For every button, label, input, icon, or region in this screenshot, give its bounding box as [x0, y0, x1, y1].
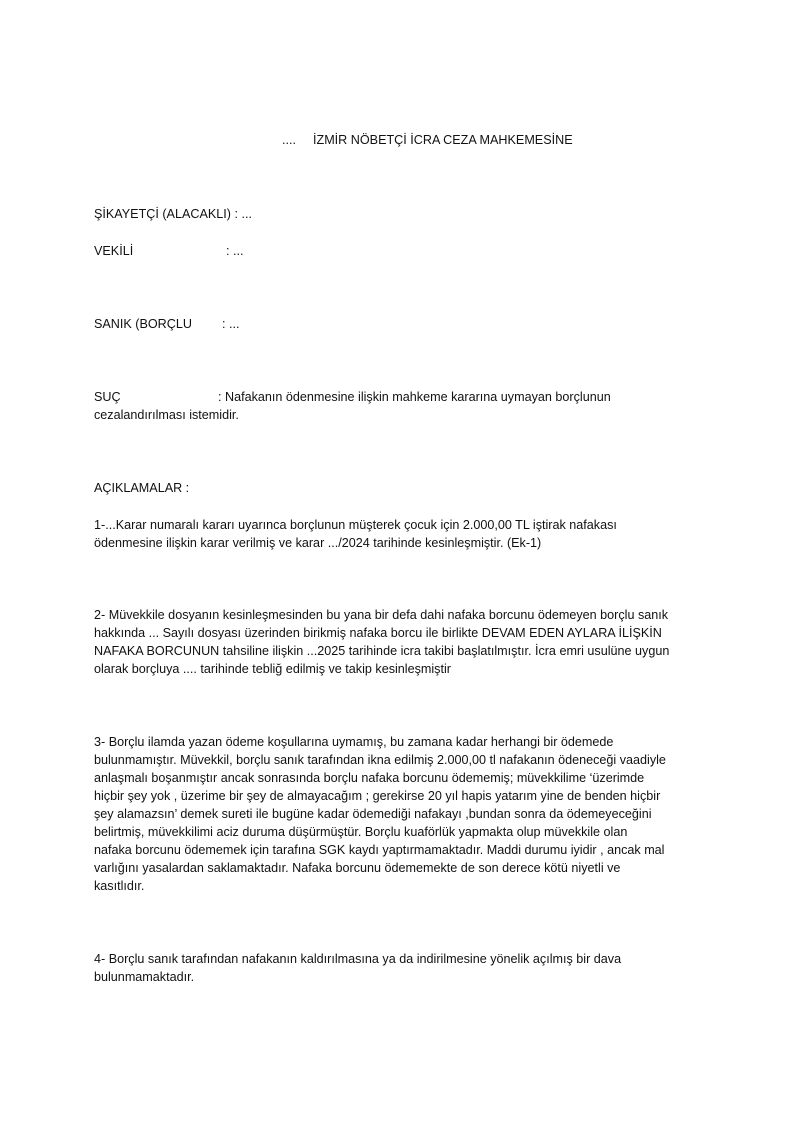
- item-line: varlığını yasalardan saklamaktadır. Nafaka borcunu ödememekte de son derece kötü niyetli ve: [94, 861, 621, 875]
- court-header: [282, 131, 573, 149]
- item-line: belirtmiş, müvekkilimi aciz duruma düşürmüştür. Borçlu kuaförlük yapmakta olup müvekkile olan: [94, 825, 628, 839]
- item-line: 2- Müvekkile dosyanın kesinleşmesinden bu yana bir defa dahi nafaka borcunu ödemeyen borçlu sanık: [94, 608, 669, 622]
- item-line: 3- Borçlu ilamda yazan ödeme koşullarına uymamış, bu zamana kadar herhangi bir ödemede: [94, 735, 614, 749]
- item-line: 1-...Karar numaralı kararı uyarınca borçlunun müşterek çocuk için 2.000,00 TL iştirak nafakası: [94, 518, 617, 532]
- defendant-label: SANIK (BORÇLU: [94, 317, 192, 331]
- item-line: hiçbir şey yok , üzerime bir şey de almayacağım ; gerekirse 20 yıl hapis yatarım yine de benden hiçbir: [94, 789, 661, 803]
- item-line: bulunmamaktadır.: [94, 970, 195, 984]
- item-line: nafaka borcunu ödememek için tarafına SGK kaydı yaptırmamaktadır. Maddi durumu iyidir , ancak mal: [94, 843, 665, 857]
- item-line: hakkında ... Sayılı dosyası üzerinden birikmiş nafaka borcu ile birlikte DEVAM EDEN AYLARA İLİŞKİN: [94, 626, 662, 640]
- defendant-value: : ...: [222, 317, 240, 331]
- item-line: NAFAKA BORCUNUN tahsiline ilişkin ...2025 tarihinde icra takibi başlatılmıştır. İcra emri usulüne uygun: [94, 644, 670, 658]
- item-line: ödenmesine ilişkin karar verilmiş ve karar .../2024 tarihinde kesinleşmiştir. (Ek-1): [94, 536, 542, 550]
- complainant-row: [94, 205, 252, 223]
- attorney-value: : ...: [226, 244, 244, 258]
- explanation-item-2: [94, 606, 714, 678]
- item-line: kasıtlıdır.: [94, 879, 145, 893]
- attorney-row: [94, 242, 133, 260]
- explanations-heading: AÇIKLAMALAR :: [94, 481, 190, 495]
- court-name: İZMİR NÖBETÇİ İCRA CEZA MAHKEMESİNE: [313, 133, 573, 147]
- charge-label: SUÇ: [94, 390, 121, 404]
- header-prefix: ....: [282, 133, 296, 147]
- explanation-item-4: [94, 950, 714, 986]
- item-line: şey alamazsın’ demek sureti ile bugüne kadar ödemediği nafakayı ,bundan sonra da ödemeyeceğini: [94, 807, 652, 821]
- item-line: 4- Borçlu sanık tarafından nafakanın kaldırılmasına ya da indirilmesine yönelik açılmış bir dava: [94, 952, 622, 966]
- complainant-label: ŞİKAYETÇİ (ALACAKLI): [94, 207, 231, 221]
- explanation-item-1: [94, 516, 714, 552]
- complainant-value: : ...: [234, 207, 252, 221]
- item-line: anlaşmalı boşanmıştır ancak sonrasında borçlu nafaka borcunu ödememiş; müvekkilime ‘üzerimde: [94, 771, 645, 785]
- attorney-label: VEKİLİ: [94, 244, 134, 258]
- item-line: bulunmamıştır. Müvekkil, borçlu sanık tarafından ikna edilmiş 2.000,00 tl nafakanın ödeneceği vaadiyle: [94, 753, 666, 767]
- explanation-item-3: [94, 733, 714, 895]
- item-line: olarak borçluya .... tarihinde tebliğ edilmiş ve takip kesinleşmiştir: [94, 662, 451, 676]
- charge-line-2: cezalandırılması istemidir.: [94, 408, 239, 422]
- charge-line-1: : Nafakanın ödenmesine ilişkin mahkeme kararına uymayan borçlunun: [218, 390, 611, 404]
